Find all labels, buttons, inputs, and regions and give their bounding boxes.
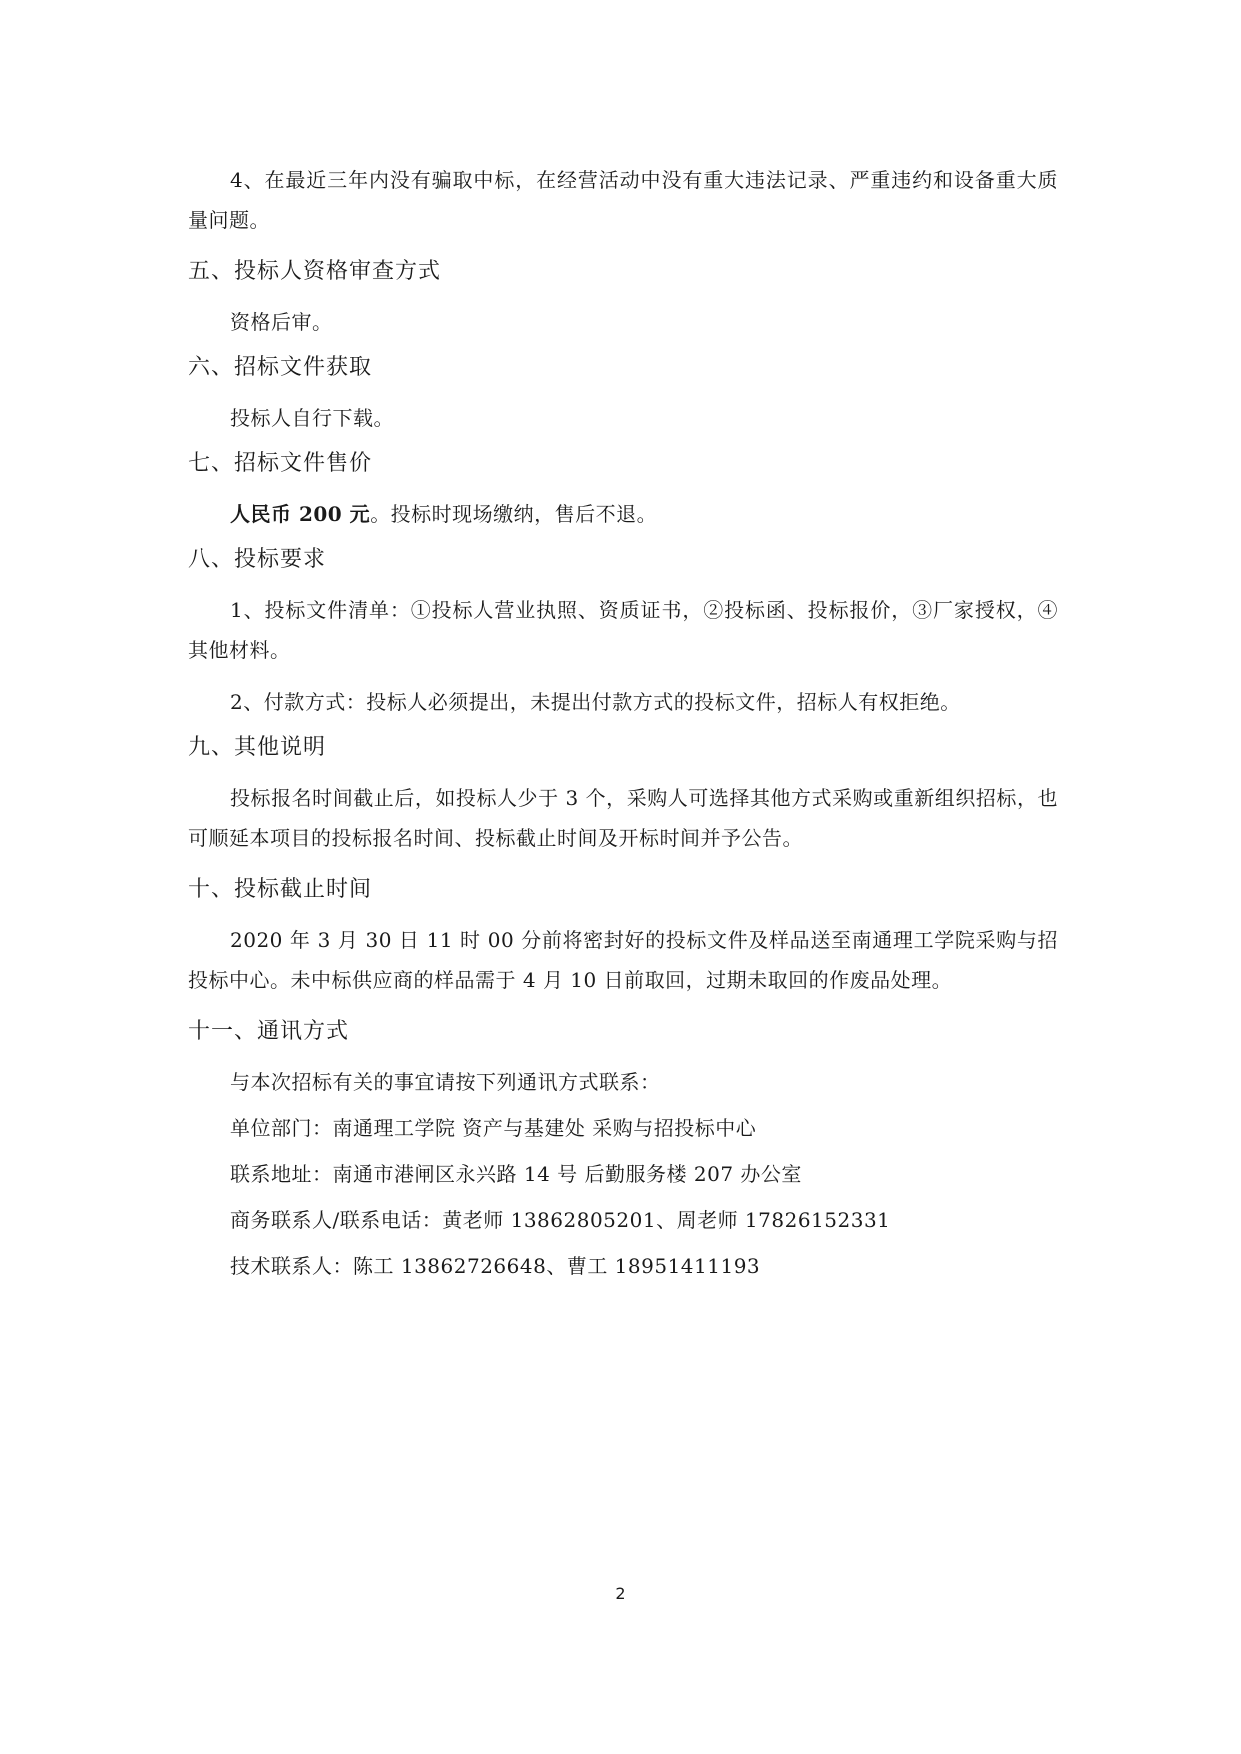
contact-business: 商务联系人/联系电话：黄老师 13862805201、周老师 17826152331 — [230, 1208, 891, 1232]
section-9-text: 投标报名时间截止后，如投标人少于 3 个，采购人可选择其他方式采购或重新组织招标，也可顺延本项目的投标报名时间、投标截止时间及开标时间并予公告。 — [188, 786, 1058, 850]
section-heading-9: 九、其他说明 — [188, 735, 327, 760]
price-terms: 。投标时现场缴纳，售后不退。 — [370, 502, 658, 526]
section-heading-7: 七、招标文件售价 — [188, 451, 373, 476]
section-10-text: 2020 年 3 月 30 日 11 时 00 分前将密封好的投标文件及样品送至南通理工学院采购与招投标中心。未中标供应商的样品需于 4 月 10 日前取回，过期未取回的作废品处理。 — [188, 928, 1058, 992]
contact-intro: 与本次招标有关的事宜请按下列通讯方式联系： — [230, 1070, 661, 1094]
section-8-item-2: 2、付款方式：投标人必须提出，未提出付款方式的投标文件，招标人有权拒绝。 — [230, 690, 961, 714]
section-heading-5: 五、投标人资格审查方式 — [188, 259, 442, 284]
section-6-text: 投标人自行下载。 — [230, 406, 394, 430]
section-heading-8: 八、投标要求 — [188, 547, 327, 572]
document-body — [188, 160, 1058, 1292]
contact-unit: 单位部门：南通理工学院 资产与基建处 采购与招投标中心 — [230, 1116, 757, 1140]
section-heading-10: 十、投标截止时间 — [188, 877, 373, 902]
contact-technical: 技术联系人：陈工 13862726648、曹工 18951411193 — [230, 1254, 761, 1278]
qualification-item-4: 4、在最近三年内没有骗取中标，在经营活动中没有重大违法记录、严重违约和设备重大质量问题。 — [188, 168, 1058, 232]
section-heading-6: 六、招标文件获取 — [188, 355, 373, 380]
section-5-text: 资格后审。 — [230, 310, 333, 334]
contact-address: 联系地址：南通市港闸区永兴路 14 号 后勤服务楼 207 办公室 — [230, 1162, 802, 1186]
section-8-item-1: 1、投标文件清单：①投标人营业执照、资质证书，②投标函、投标报价，③厂家授权，④其他材料。 — [188, 598, 1058, 662]
price-amount: 人民币 200 元 — [230, 502, 371, 526]
section-7-text — [188, 494, 1058, 534]
section-heading-11: 十一、通讯方式 — [188, 1019, 350, 1044]
page-number: 2 — [615, 1584, 626, 1603]
